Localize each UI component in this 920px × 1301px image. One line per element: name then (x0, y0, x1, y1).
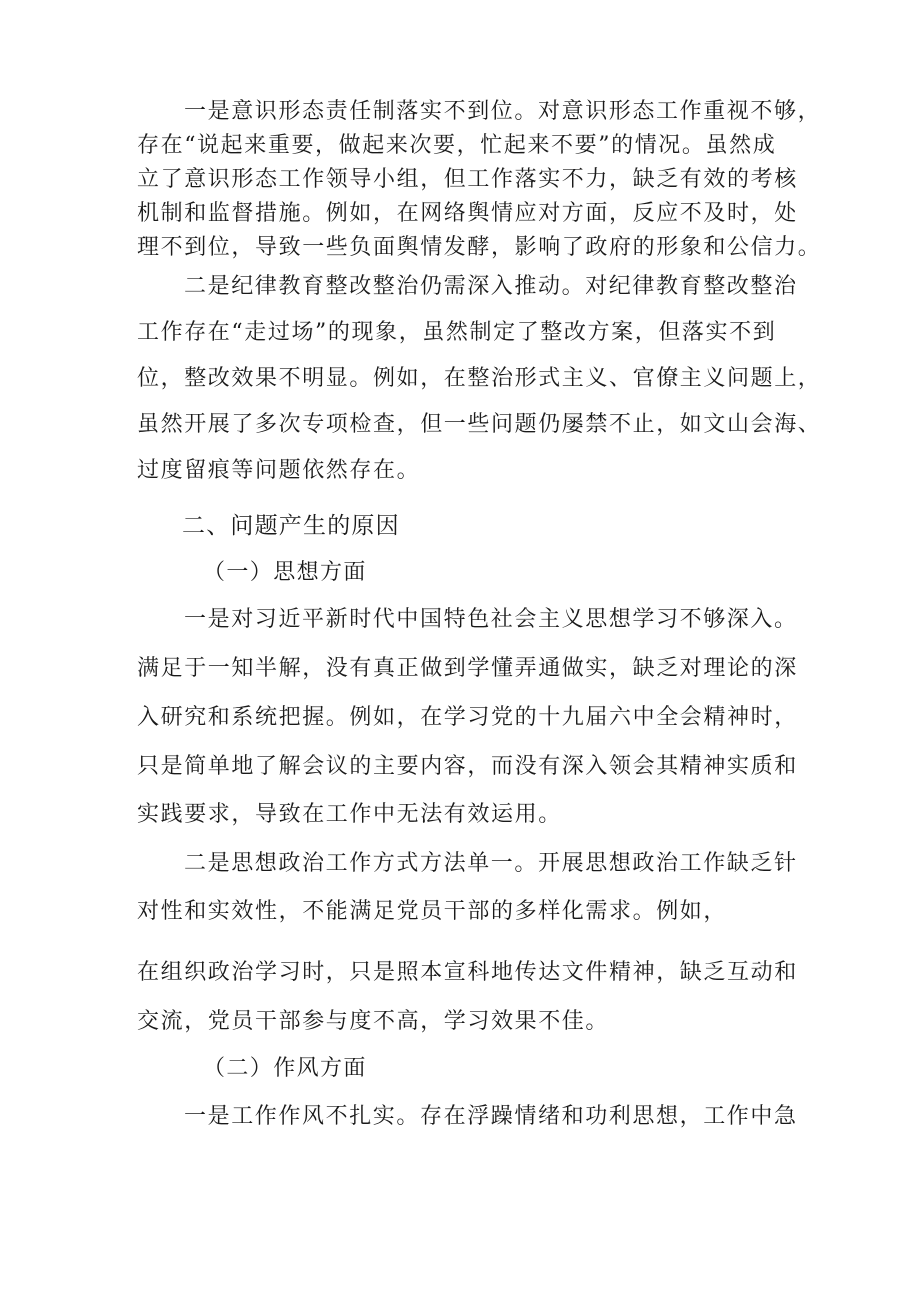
para4-line4: 交流，党员干部参与度不高，学习效果不佳。 (137, 1009, 610, 1034)
para1-line4: 机制和监督措施。例如，在网络舆情应对方面，反应不及时，处 (137, 201, 798, 226)
para4-line2: 对性和实效性，不能满足党员干部的多样化需求。例如， (137, 899, 728, 924)
section-heading: 二、问题产生的原因 (182, 513, 400, 539)
para2-line3: 位，整改效果不明显。例如，在整治形式主义、官僚主义问题上， (137, 366, 822, 391)
para3-line2: 满足于一知半解，没有真正做到学懂弄通做实，缺乏对理论的深 (137, 656, 798, 681)
para5-line1: 一是工作作风不扎实。存在浮躁情绪和功利思想，工作中急 (184, 1104, 798, 1129)
para4-line3: 在组织政治学习时，只是照本宣科地传达文件精神，缺乏互动和 (137, 960, 798, 985)
para2-line1: 二是纪律教育整改整治仍需深入推动。对纪律教育整改整治 (184, 274, 798, 299)
subsection-heading-thought: （一）思想方面 (203, 560, 367, 585)
para3-line5: 实践要求，导致在工作中无法有效运用。 (137, 802, 562, 827)
para2-line4: 虽然开展了多次专项检查，但一些问题仍屡禁不止，如文山会海、 (137, 412, 822, 437)
para1-line5: 理不到位，导致一些负面舆情发酵，影响了政府的形象和公信力。 (137, 235, 822, 260)
para2-line2: 工作存在“走过场”的现象，虽然制定了整改方案，但落实不到 (137, 320, 777, 345)
para2-line5: 过度留痕等问题依然存在。 (137, 458, 421, 483)
para1-line1: 一是意识形态责任制落实不到位。对意识形态工作重视不够， (184, 99, 822, 124)
subsection-heading-style: （二）作风方面 (203, 1056, 367, 1081)
para3-line4: 只是简单地了解会议的主要内容，而没有深入领会其精神实质和 (137, 754, 798, 779)
para4-line1: 二是思想政治工作方式方法单一。开展思想政治工作缺乏针 (184, 851, 798, 876)
para1-line3: 立了意识形态工作领导小组，但工作落实不力，缺乏有效的考核 (137, 167, 798, 192)
para3-line3: 入研究和系统把握。例如，在学习党的十九届六中全会精神时， (137, 705, 798, 730)
para1-line2: 存在“说起来重要，做起来次要，忙起来不要”的情况。虽然成 (137, 133, 777, 158)
para3-line1: 一是对习近平新时代中国特色社会主义思想学习不够深入。 (184, 607, 798, 632)
